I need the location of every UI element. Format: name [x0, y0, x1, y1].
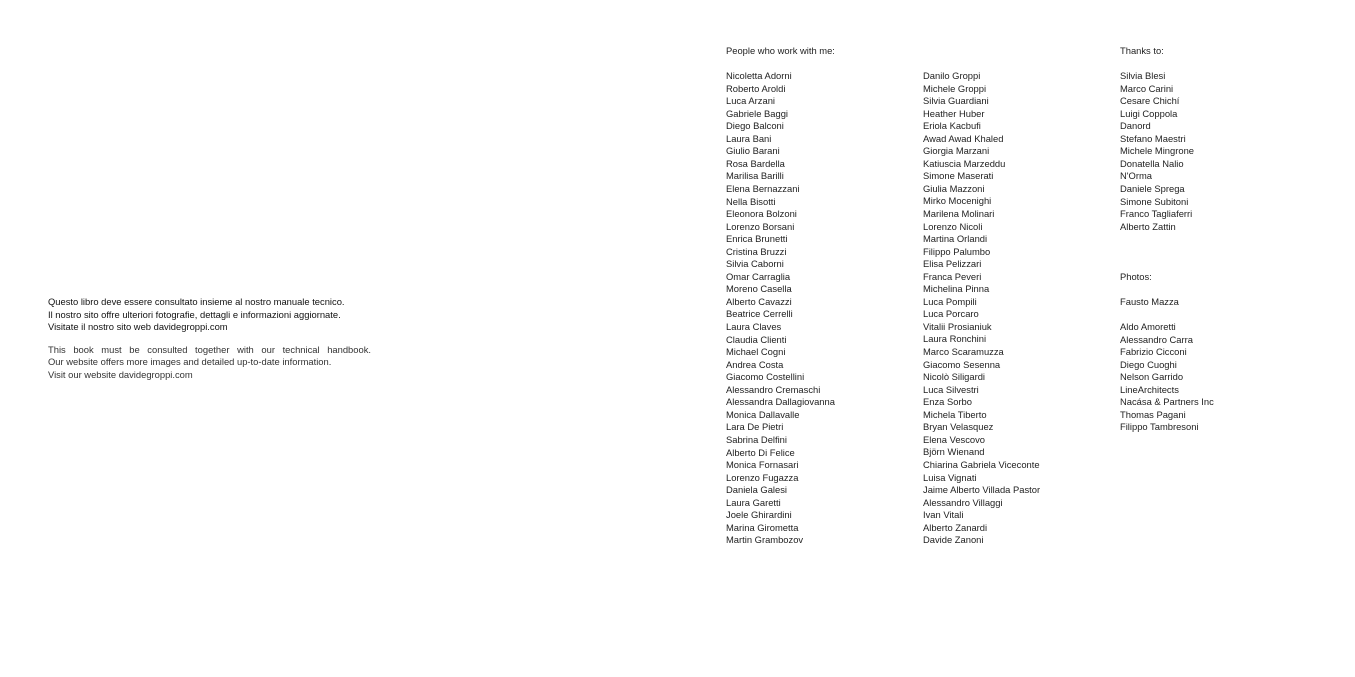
- name-item: Martin Grambozov: [726, 534, 804, 546]
- photos-heading: Photos:: [1120, 270, 1152, 282]
- name-item: Filippo Tambresoni: [1120, 421, 1199, 433]
- name-item: Michelina Pinna: [923, 283, 990, 295]
- name-item: Filippo Palumbo: [923, 245, 991, 257]
- name-item: Giacomo Sesenna: [923, 358, 1001, 370]
- name-item: N'Orma: [1120, 170, 1152, 182]
- name-item: Giulia Mazzoni: [923, 182, 985, 194]
- people-column-2: [923, 70, 1040, 547]
- name-item: Bryan Velasquez: [923, 421, 994, 433]
- name-item: Danilo Groppi: [923, 70, 981, 81]
- name-item: Silvia Blesi: [1120, 70, 1166, 82]
- name-item: Marina Girometta: [726, 521, 799, 533]
- name-item: Donatella Nalio: [1120, 157, 1184, 169]
- name-item: Eleonora Bolzoni: [726, 208, 797, 220]
- section-spacer: [1120, 233, 1214, 271]
- name-item: Thomas Pagani: [1120, 408, 1186, 420]
- name-item: Andrea Costa: [726, 358, 784, 370]
- name-item: Alessandro Cremaschi: [726, 383, 821, 395]
- name-item: Heather Huber: [923, 107, 985, 119]
- photos-list: [1120, 321, 1214, 434]
- name-item: Davide Zanoni: [923, 534, 984, 546]
- name-item: Luisa Vignati: [923, 471, 977, 483]
- section-spacer: [1120, 308, 1214, 321]
- name-item: Nacása & Partners Inc: [1120, 396, 1214, 408]
- name-item: Laura Claves: [726, 321, 782, 333]
- name-item: Nelson Garrido: [1120, 371, 1184, 383]
- name-item: Alberto Cavazzi: [726, 295, 792, 307]
- name-item: Vitalii Prosianiuk: [923, 320, 992, 332]
- name-item: Marco Scaramuzza: [923, 346, 1004, 358]
- intro-italian: [48, 296, 371, 334]
- name-item: Martina Orlandi: [923, 233, 988, 245]
- name-item: Jaime Alberto Villada Pastor: [923, 484, 1041, 496]
- name-item: Cesare Chichí: [1120, 95, 1180, 107]
- name-item: Michela Tiberto: [923, 408, 987, 420]
- photos-lead-name: Fausto Mazza: [1120, 295, 1179, 307]
- intro-english-line: Our website offers more images and detailed up-to-date information.: [48, 356, 332, 368]
- name-item: Lara De Pietri: [726, 421, 784, 433]
- name-item: Nicolò Siligardi: [923, 371, 986, 383]
- name-item: Giulio Barani: [726, 145, 780, 157]
- name-item: Beatrice Cerrelli: [726, 308, 793, 320]
- name-item: LineArchitects: [1120, 383, 1179, 395]
- credits-column: [1120, 45, 1214, 434]
- name-item: Daniele Sprega: [1120, 183, 1185, 195]
- name-item: Gabriele Baggi: [726, 107, 789, 119]
- name-item: Nella Bisotti: [726, 195, 776, 207]
- name-item: Marilisa Barilli: [726, 170, 784, 182]
- name-item: Michele Groppi: [923, 82, 987, 94]
- name-item: Danord: [1120, 120, 1151, 132]
- name-item: Silvia Guardiani: [923, 95, 989, 107]
- name-item: Luca Porcaro: [923, 308, 979, 320]
- name-item: Luca Silvestri: [923, 383, 979, 395]
- thanks-heading: Thanks to:: [1120, 45, 1164, 56]
- name-item: Michael Cogni: [726, 346, 786, 358]
- name-item: Awad Awad Khaled: [923, 132, 1004, 144]
- name-item: Luca Pompili: [923, 295, 977, 307]
- people-heading: People who work with me:: [726, 45, 835, 56]
- name-item: Laura Bani: [726, 132, 772, 144]
- name-item: Monica Fornasari: [726, 459, 799, 471]
- name-item: Aldo Amoretti: [1120, 321, 1176, 333]
- name-item: Roberto Aroldi: [726, 82, 786, 94]
- name-item: Lorenzo Fugazza: [726, 471, 799, 483]
- name-item: Fabrizio Cicconi: [1120, 346, 1187, 358]
- name-item: Diego Balconi: [726, 120, 784, 132]
- name-item: Luigi Coppola: [1120, 107, 1178, 119]
- name-item: Alberto Zanardi: [923, 521, 988, 533]
- name-item: Alessandra Dallagiovanna: [726, 396, 835, 408]
- name-item: Claudia Clienti: [726, 333, 787, 345]
- intro-italian-line: Il nostro sito offre ulteriori fotografie, dettagli e informazioni aggiornate.: [48, 308, 341, 320]
- name-item: Enza Sorbo: [923, 396, 972, 408]
- name-item: Björn Wienand: [923, 446, 985, 458]
- name-item: Laura Ronchini: [923, 333, 987, 345]
- name-item: Sabrina Delfini: [726, 433, 787, 445]
- name-item: Elena Bernazzani: [726, 183, 800, 195]
- name-item: Lorenzo Borsani: [726, 220, 795, 232]
- people-column-1: [726, 45, 835, 547]
- name-item: Giorgia Marzani: [923, 145, 990, 157]
- name-item: Franca Peveri: [923, 270, 982, 282]
- name-item: Franco Tagliaferri: [1120, 208, 1193, 220]
- name-item: Enrica Brunetti: [726, 233, 788, 245]
- name-item: Silvia Caborni: [726, 258, 784, 270]
- name-item: Lorenzo Nicoli: [923, 220, 983, 232]
- name-item: Daniela Galesi: [726, 484, 787, 496]
- name-item: Laura Garetti: [726, 496, 781, 508]
- people-list-2: [923, 70, 1040, 547]
- intro-english-line: Visit our website davidegroppi.com: [48, 368, 193, 380]
- name-item: Alberto Di Felice: [726, 446, 795, 458]
- name-item: Simone Subitoni: [1120, 195, 1189, 207]
- name-item: Stefano Maestri: [1120, 132, 1186, 144]
- name-item: Luca Arzani: [726, 95, 775, 107]
- name-item: Omar Carraglia: [726, 270, 791, 282]
- intro-italian-line: Questo libro deve essere consultato insieme al nostro manuale tecnico.: [48, 296, 345, 307]
- name-item: Ivan Vitali: [923, 509, 964, 521]
- name-item: Simone Maserati: [923, 170, 994, 182]
- name-item: Moreno Casella: [726, 283, 792, 295]
- thanks-list: [1120, 70, 1214, 233]
- name-item: Mirko Mocenighi: [923, 195, 992, 207]
- intro-text: [48, 296, 371, 382]
- name-item: Chiarina Gabriela Viceconte: [923, 458, 1040, 470]
- name-item: Katiuscia Marzeddu: [923, 157, 1006, 169]
- intro-italian-line: Visitate il nostro sito web davidegroppi.com: [48, 321, 228, 333]
- name-item: Nicoletta Adorni: [726, 70, 792, 82]
- name-item: Giacomo Costellini: [726, 371, 805, 383]
- name-item: Michele Mingrone: [1120, 145, 1194, 157]
- name-item: Marco Carini: [1120, 82, 1174, 94]
- name-item: Rosa Bardella: [726, 157, 785, 169]
- name-item: Diego Cuoghi: [1120, 358, 1177, 370]
- name-item: Joele Ghirardini: [726, 509, 792, 521]
- name-item: Alberto Zattin: [1120, 220, 1176, 232]
- name-item: Alessandro Carra: [1120, 333, 1193, 345]
- name-item: Eriola Kacbufi: [923, 120, 981, 132]
- intro-english-line: This book must be consulted together with our technical handbook.: [48, 343, 371, 355]
- name-item: Cristina Bruzzi: [726, 245, 787, 257]
- name-item: Marilena Molinari: [923, 208, 995, 220]
- people-list-1: [726, 70, 835, 547]
- name-item: Alessandro Villaggi: [923, 496, 1003, 508]
- name-item: Monica Dallavalle: [726, 408, 800, 420]
- name-item: Elisa Pelizzari: [923, 258, 982, 270]
- intro-english: [48, 344, 371, 382]
- name-item: Elena Vescovo: [923, 433, 986, 445]
